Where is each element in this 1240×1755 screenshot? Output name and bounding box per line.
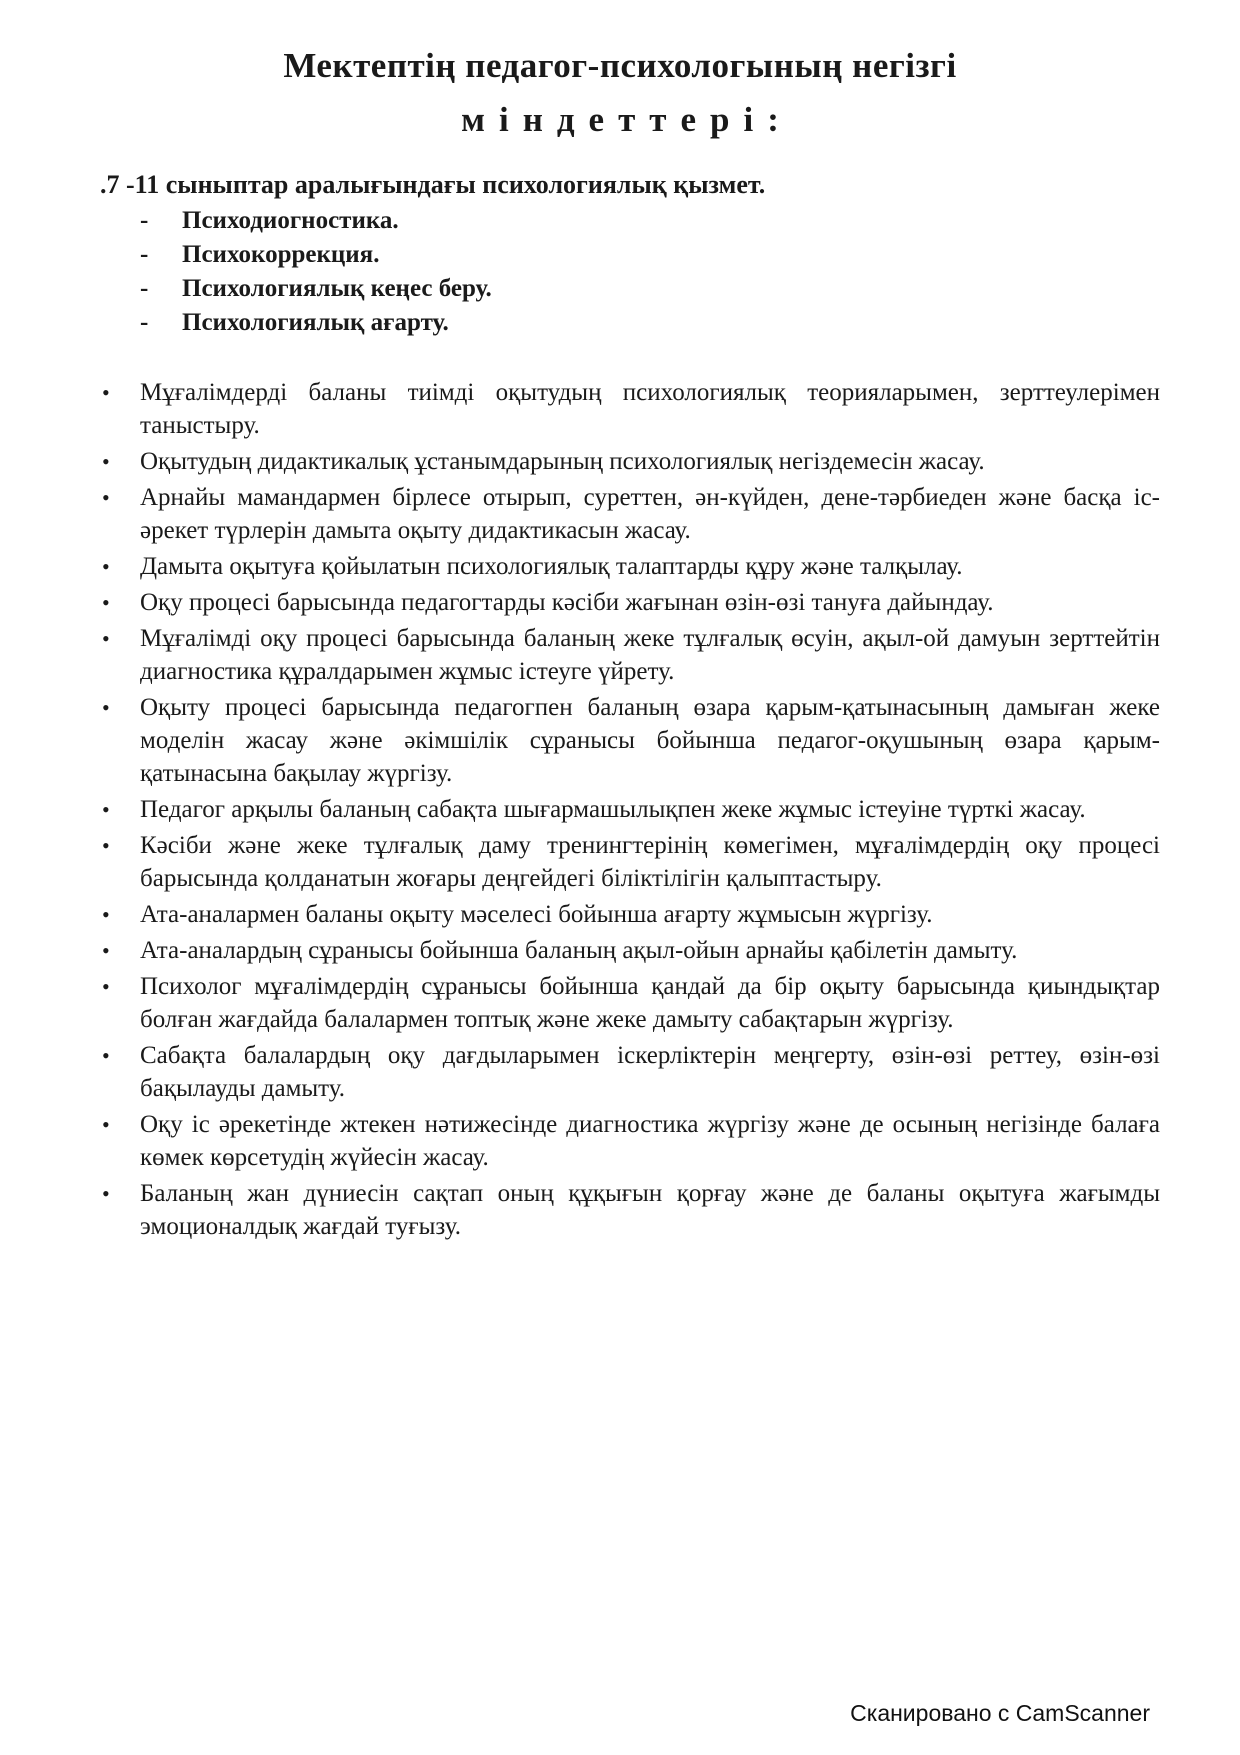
bullet-marker: •	[102, 1043, 110, 1068]
dash-marker: -	[140, 207, 149, 234]
duty-item	[100, 622, 1160, 688]
bullet-marker: •	[102, 626, 110, 651]
bullet-marker: •	[102, 902, 110, 927]
document-title-line-2: міндеттері:	[461, 100, 793, 139]
dash-marker: -	[140, 309, 149, 336]
bullet-marker: •	[102, 449, 110, 474]
duty-item	[100, 934, 1160, 967]
service-type-label: Психологиялық ағарту.	[182, 309, 449, 336]
duty-item	[100, 445, 1160, 478]
service-type-label: Психологиялық кеңес беру.	[182, 275, 492, 302]
service-type-item	[140, 306, 492, 340]
service-type-label: Психокоррекция.	[182, 241, 380, 268]
duty-text: Оқыту процесі барысында педагогпен баланың өзара қарым-қатынасының дамыған жеке моделін жасау және әкімшілік сұранысы бойынша педагог-оқушының өзара қарым-қатынасына бақылау жүргізу.	[140, 694, 1160, 787]
duty-item	[100, 481, 1160, 547]
duty-item	[100, 898, 1160, 931]
duty-item	[100, 586, 1160, 619]
bullet-marker: •	[102, 1112, 110, 1137]
scanner-watermark: Сканировано с CamScanner	[850, 1700, 1150, 1726]
duty-text: Оқу процесі барысында педагогтарды кәсіби жағынан өзін-өзі тануға дайындау.	[140, 589, 994, 616]
duty-text: Сабақта балалардың оқу дағдыларымен іскерліктерін меңгерту, өзін-өзі реттеу, өзін-өзі бақылауды дамыту.	[140, 1042, 1160, 1102]
dash-marker: -	[140, 241, 149, 268]
duty-item	[100, 550, 1160, 583]
duty-item	[100, 376, 1160, 442]
document-title-line-1: Мектептің педагог-психологының негізгі	[283, 46, 957, 85]
duty-text: Ата-аналардың сұранысы бойынша баланың ақыл-ойын арнайы қабілетін дамыту.	[140, 937, 1018, 964]
service-type-item	[140, 204, 492, 238]
bullet-marker: •	[102, 590, 110, 615]
duty-item	[100, 1108, 1160, 1174]
bullet-marker: •	[102, 380, 110, 405]
bullet-marker: •	[102, 833, 110, 858]
bullet-marker: •	[102, 938, 110, 963]
bullet-marker: •	[102, 1181, 110, 1206]
duty-item	[100, 829, 1160, 895]
dash-marker: -	[140, 275, 149, 302]
duty-item	[100, 793, 1160, 826]
duty-text: Ата-аналармен баланы оқыту мәселесі бойынша ағарту жұмысын жүргізу.	[140, 901, 933, 928]
section-heading: .7 -11 сыныптар аралығындағы психологиялық қызмет.	[100, 170, 766, 199]
duty-item	[100, 1177, 1160, 1243]
duty-text: Кәсіби және жеке тұлғалық даму тренингтерінің көмегімен, мұғалімдердің оқу процесі барысында қолданатын жоғары деңгейдегі біліктілігін қалыптастыру.	[140, 832, 1160, 892]
bullet-marker: •	[102, 695, 110, 720]
duty-text: Оқытудың дидактикалық ұстанымдарының психологиялық негіздемесін жасау.	[140, 448, 985, 475]
duty-text: Арнайы мамандармен бірлесе отырып, суреттен, ән-күйден, дене-тәрбиеден және басқа іс-әрекет түрлерін дамыта оқыту дидактикасын жасау.	[140, 484, 1160, 544]
duty-text: Педагог арқылы баланың сабақта шығармашылықпен жеке жұмыс істеуіне түрткі жасау.	[140, 796, 1086, 823]
duty-text: Мұғалімді оқу процесі барысында баланың жеке тұлғалық өсуін, ақыл-ой дамуын зерттейтін диагностика құралдарымен жұмыс істеуге үйрету.	[140, 625, 1160, 685]
bullet-marker: •	[102, 974, 110, 999]
bullet-marker: •	[102, 797, 110, 822]
duty-item	[100, 970, 1160, 1036]
duty-item	[100, 691, 1160, 790]
bullet-marker: •	[102, 485, 110, 510]
duty-text: Психолог мұғалімдердің сұранысы бойынша қандай да бір оқыту барысында қиындықтар болған жағдайда балалармен топтық және жеке дамыту сабақтарын жүргізу.	[140, 973, 1160, 1033]
service-type-item	[140, 238, 492, 272]
service-type-label: Психодиогностика.	[182, 207, 399, 234]
service-type-item	[140, 272, 492, 306]
duty-text: Дамыта оқытуға қойылатын психологиялық талаптарды құру және талқылау.	[140, 553, 963, 580]
service-types-list	[140, 204, 492, 340]
duty-item	[100, 1039, 1160, 1105]
duty-text: Оқу іс әрекетінде жтекен нәтижесінде диагностика жүргізу және де осының негізінде балаға көмек көрсетудің жүйесін жасау.	[140, 1111, 1160, 1171]
duties-list	[100, 376, 1160, 1246]
duty-text: Баланың жан дүниесін сақтап оның құқығын қорғау және де баланы оқытуға жағымды эмоционалдық жағдай туғызу.	[140, 1180, 1160, 1240]
bullet-marker: •	[102, 554, 110, 579]
duty-text: Мұғалімдерді баланы тиімді оқытудың психологиялық теорияларымен, зерттеулерімен таныстыру.	[140, 379, 1160, 439]
